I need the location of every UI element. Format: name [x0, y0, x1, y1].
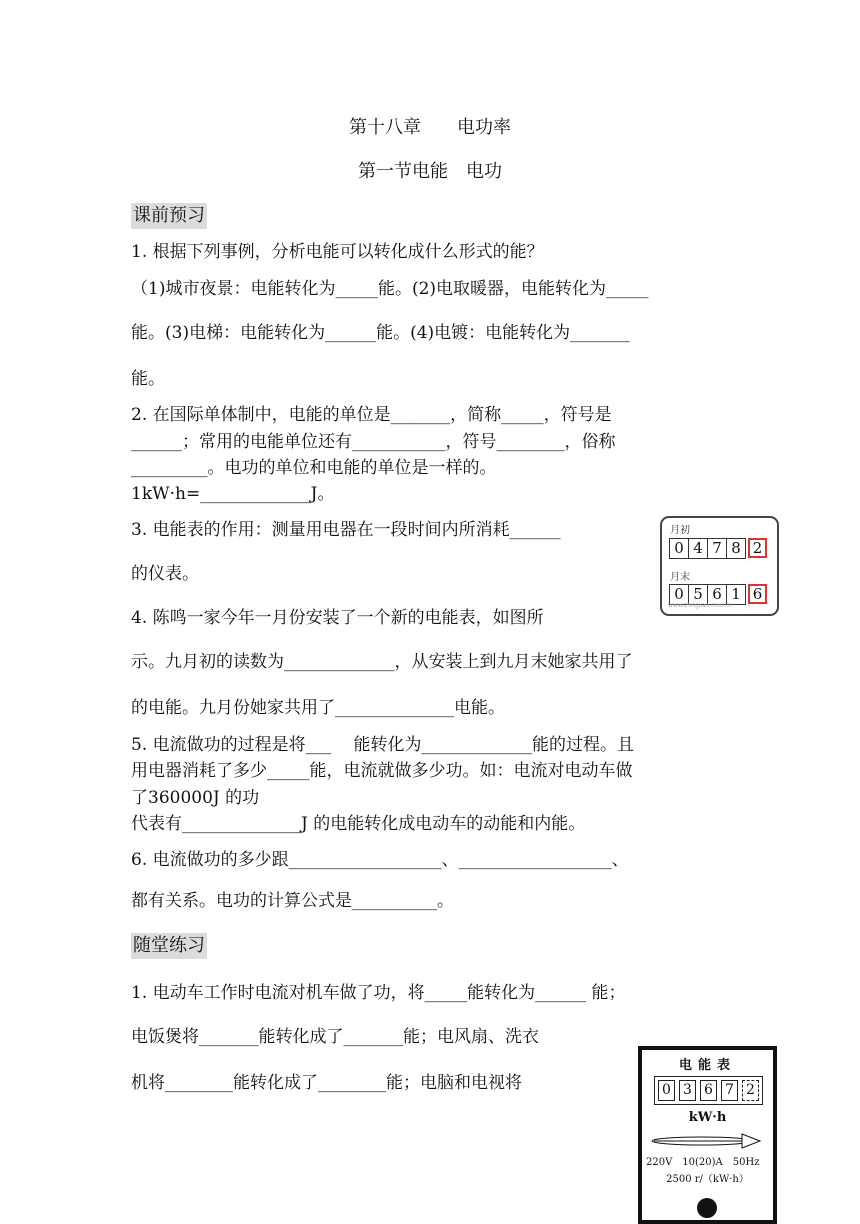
q5-line2: 用电器消耗了多少_____能，电流就做多少功。如：电流对电动车做	[131, 761, 633, 781]
q3-line1: 3. 电能表的作用：测量用电器在一段时间内所消耗______	[131, 520, 561, 540]
q5-line3: 了360000J 的功	[131, 788, 260, 808]
q1-line1: （1)城市夜景：电能转化为_____能。(2)电取暖器，电能转化为_____	[131, 279, 649, 299]
q6-line2: 都有关系。电功的计算公式是__________。	[131, 891, 454, 911]
meter-rev: 2500 r/（kW·h）	[666, 1174, 749, 1185]
digit: 0	[669, 584, 689, 605]
rotation-arrow-icon	[650, 1132, 765, 1150]
digit: 4	[688, 538, 708, 559]
q1-line2: 能。(3)电梯：电能转化为______能。(4)电镀：电能转化为_______	[131, 323, 630, 343]
decimal-digit: 2	[742, 1080, 759, 1101]
q2-line4: 1kW·h=_____________J。	[131, 484, 335, 504]
preview-section-tag: 课前预习	[131, 203, 207, 229]
q4-line1: 4. 陈鸣一家今年一月份安装了一个新的电能表，如图所	[131, 608, 544, 628]
practice-section-tag: 随堂练习	[131, 933, 207, 959]
q2-line1: 2. 在国际单体制中，电能的单位是_______，简称_____，符号是	[131, 405, 612, 425]
digit: 1	[726, 584, 746, 605]
digit: 6	[700, 1080, 717, 1101]
digit: 3	[679, 1080, 696, 1101]
p1-line2: 电饭煲将_______能转化成了_______能；电风扇、洗衣	[131, 1027, 539, 1047]
q3-line2: 的仪表。	[131, 564, 199, 584]
digit: 6	[707, 584, 727, 605]
meter-unit: kW·h	[688, 1110, 727, 1125]
digit: 0	[669, 538, 689, 559]
digit: 5	[688, 584, 708, 605]
q5-line4: 代表有______________J 的电能转化成电动车的动能和内能。	[131, 814, 586, 834]
chapter-title: 第十八章 电功率	[349, 117, 511, 138]
q2-line3: _________。电功的单位和电能的单位是一样的。	[131, 458, 497, 478]
meter-knob	[697, 1198, 717, 1218]
meter-spec: 220V 10(20)A 50Hz	[646, 1157, 760, 1168]
digit: 7	[707, 538, 727, 559]
q1-line3: 能。	[131, 369, 165, 389]
end-caption: 月末	[670, 572, 690, 583]
energy-meter-figure	[638, 1046, 777, 1224]
watermark: www.zhngkao.com.cn	[668, 602, 733, 609]
start-digits	[669, 538, 766, 559]
digit: 7	[721, 1080, 738, 1101]
decimal-digit: 6	[748, 584, 767, 604]
q5-line1: 5. 电流做功的过程是将___ 能转化为_____________能的过程。且	[131, 735, 635, 755]
digit: 0	[658, 1080, 675, 1101]
section-title: 第一节电能 电功	[358, 161, 502, 182]
digit: 8	[726, 538, 746, 559]
meter-digits	[654, 1076, 763, 1105]
decimal-digit: 2	[748, 538, 767, 558]
p1-line1: 1. 电动车工作时电流对机车做了功，将_____能转化为______ 能；	[131, 983, 626, 1003]
q4-line3: 的电能。九月份她家共用了______________电能。	[131, 698, 505, 718]
p1-line3: 机将________能转化成了________能；电脑和电视将	[131, 1073, 522, 1093]
meter-reading-figure	[660, 516, 779, 616]
q4-line2: 示。九月初的读数为_____________，从安装上到九月末她家共用了	[131, 652, 633, 672]
q6-line1: 6. 电流做功的多少跟__________________、__________________、	[131, 850, 629, 870]
meter-title: 电能表	[678, 1058, 736, 1073]
start-caption: 月初	[670, 525, 690, 536]
q1-title: 1. 根据下列事例，分析电能可以转化成什么形式的能？	[131, 242, 544, 262]
q2-line2: ______；常用的电能单位还有___________，符号________，俗称	[131, 432, 616, 452]
